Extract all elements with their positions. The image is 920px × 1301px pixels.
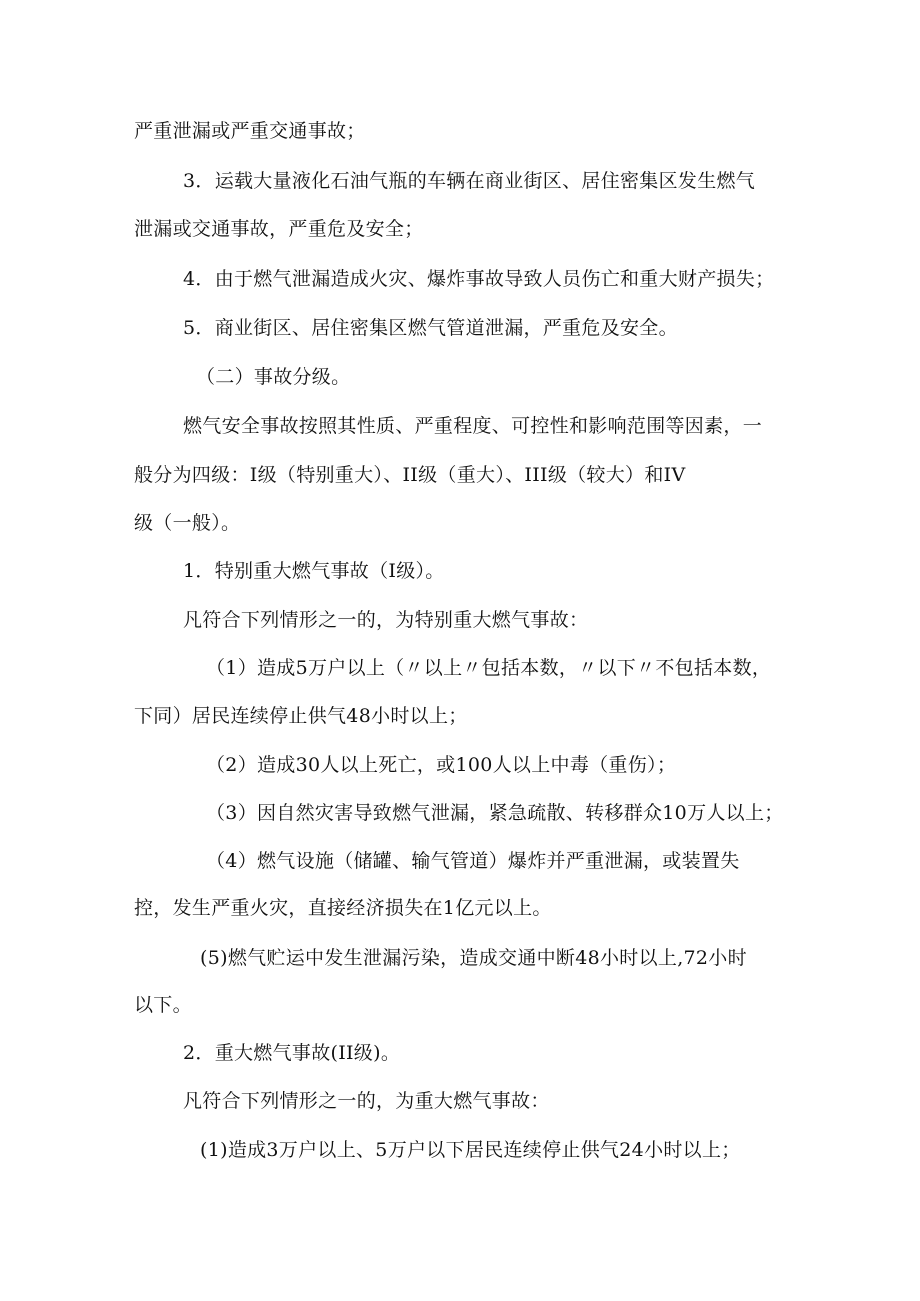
text-line-11: 凡符合下列情形之一的，为特别重大燃气事故： [183, 609, 589, 631]
text-line-5: 5．商业街区、居住密集区燃气管道泄漏，严重危及安全。 [183, 317, 678, 339]
text-line-4: 4．由于燃气泄漏造成火灾、爆炸事故导致人员伤亡和重大财产损失； [183, 268, 775, 290]
text-line-13: 下同）居民连续停止供气48小时以上； [134, 705, 468, 727]
text-line-8: 般分为四级：I级（特别重大）、II级（重大）、III级（较大）和IV [134, 464, 686, 486]
text-line-10: 1．特别重大燃气事故（I级）。 [183, 560, 445, 582]
text-line-1: 严重泄漏或严重交通事故； [134, 120, 366, 142]
text-line-17: 控，发生严重火灾，直接经济损失在1亿元以上。 [134, 897, 552, 919]
text-line-19: 以下。 [134, 994, 192, 1016]
text-line-7: 燃气安全事故按照其性质、严重程度、可控性和影响范围等因素，一 [183, 415, 763, 437]
text-line-15: （3）因自然灾害导致燃气泄漏，紧急疏散、转移群众10万人以上； [206, 802, 784, 824]
text-line-14: （2）造成30人以上死亡，或100人以上中毒（重伤）； [206, 754, 677, 776]
text-line-22: (1)造成3万户以上、5万户以下居民连续停止供气24小时以上； [200, 1139, 741, 1161]
text-line-21: 凡符合下列情形之一的，为重大燃气事故： [183, 1090, 550, 1112]
text-line-20: 2．重大燃气事故(II级)。 [183, 1042, 401, 1064]
text-line-2: 3．运载大量液化石油气瓶的车辆在商业街区、居住密集区发生燃气 [183, 170, 756, 192]
text-line-3: 泄漏或交通事故，严重危及安全； [134, 218, 424, 240]
text-line-18: (5)燃气贮运中发生泄漏污染，造成交通中断48小时以上,72小时 [200, 947, 747, 969]
section-heading: （二）事故分级。 [196, 366, 351, 388]
text-line-16: （4）燃气设施（储罐、输气管道）爆炸并严重泄漏，或装置失 [206, 850, 740, 872]
text-line-12: （1）造成5万户以上（〃以上〃包括本数，〃以下〃不包括本数， [206, 657, 772, 679]
text-line-9: 级（一般）。 [134, 512, 241, 534]
